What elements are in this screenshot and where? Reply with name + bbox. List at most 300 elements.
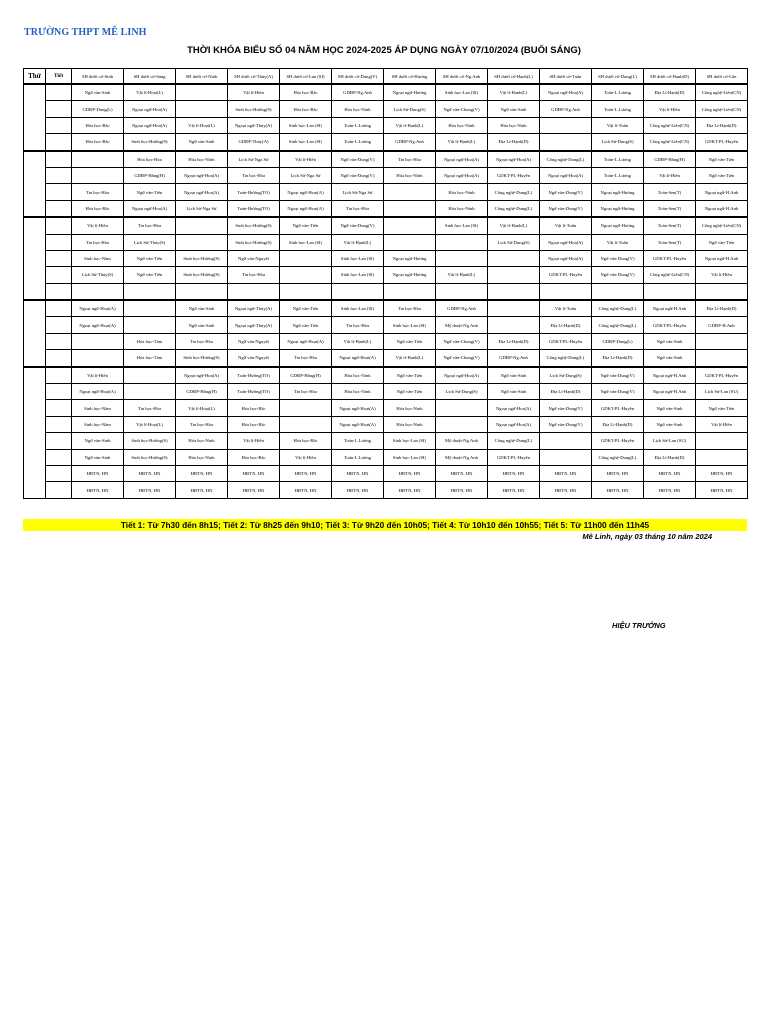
lesson-cell: Hóa học-Ninh <box>436 200 488 217</box>
period-cell <box>46 234 72 250</box>
lesson-cell: Toán-Sen(T) <box>644 184 696 200</box>
lesson-cell: Sinh học-Hường(S) <box>228 101 280 117</box>
lesson-cell: HĐTN, HN <box>124 465 176 481</box>
lesson-cell: HĐTN, HN <box>488 465 540 481</box>
lesson-cell: Sinh học-Lan (SI) <box>332 267 384 283</box>
lesson-cell <box>72 151 124 168</box>
timetable-row <box>24 151 748 168</box>
lesson-cell: Ngữ văn-Sinh <box>644 400 696 416</box>
lesson-cell: Ngoại ngữ-Hoạt(A) <box>280 333 332 349</box>
lesson-cell: Địa Lí-Hạnh(D) <box>696 117 748 133</box>
lesson-cell: Toán-L.Lương <box>332 433 384 449</box>
lesson-cell: Ngữ văn-Sinh <box>176 317 228 333</box>
lesson-cell: Hóa học-Tâm <box>124 333 176 349</box>
lesson-cell: Toán-L.Lương <box>332 134 384 151</box>
lesson-cell: Vật lí-Tuấn <box>540 217 592 234</box>
lesson-cell: Ngoại ngữ-Hoa(A) <box>176 167 228 183</box>
lesson-cell: Ngoại ngữ-Hoạt(A) <box>332 416 384 432</box>
lesson-cell <box>280 267 332 283</box>
period-cell <box>46 200 72 217</box>
lesson-cell: Tin học-Hòa <box>280 384 332 400</box>
lesson-cell: GDĐP-Hằng(H) <box>176 384 228 400</box>
lesson-cell: Vật lí-Hoạt(L) <box>176 117 228 133</box>
lesson-cell: HĐTN, HN <box>384 465 436 481</box>
lesson-cell: Ngữ văn-Tiến <box>696 400 748 416</box>
lesson-cell: Vật lí-Hiền <box>644 101 696 117</box>
lesson-cell: Sinh học-Hường(S) <box>124 449 176 465</box>
lesson-cell: GDKT-PL-Huyền <box>696 134 748 151</box>
lesson-cell: Sinh học-Hường(S) <box>124 134 176 151</box>
lesson-cell: Ngữ văn-Sinh <box>176 134 228 151</box>
lesson-cell: Công nghệ-Liên(CN) <box>644 117 696 133</box>
lesson-cell: Lịch Sử-Nga Sử <box>280 167 332 183</box>
timetable-row <box>24 184 748 200</box>
lesson-cell: Vật lí-Hiền <box>72 217 124 234</box>
period-times-banner: Tiết 1: Từ 7h30 đến 8h15; Tiết 2: Từ 8h25 đến 9h10; Tiết 3: Từ 9h20 đến 10h05; Tiết 4: Từ 10h10 đến 10h55; Tiết 5: Từ 11h00 đến 11h45 <box>23 519 747 531</box>
timetable-row <box>24 433 748 449</box>
lesson-cell: Toán-L.Lương <box>592 84 644 101</box>
lesson-cell <box>332 283 384 300</box>
lesson-cell <box>540 134 592 151</box>
lesson-cell <box>436 234 488 250</box>
lesson-cell: Ngữ văn-Tiến <box>696 167 748 183</box>
period-cell <box>46 84 72 101</box>
lesson-cell: Ngoại ngữ-Hoa(A) <box>488 400 540 416</box>
day-cell <box>24 84 46 151</box>
lesson-cell <box>72 350 124 367</box>
period-cell <box>46 300 72 317</box>
lesson-cell: GDĐP-Ng.Anh <box>384 134 436 151</box>
lesson-cell: Địa Lí-Hạnh(D) <box>540 384 592 400</box>
period-cell <box>46 101 72 117</box>
lesson-cell: Sinh học-Năm <box>72 416 124 432</box>
lesson-cell: Sinh học-Lan (SI) <box>332 300 384 317</box>
lesson-cell: Ngữ văn-Dung(V) <box>540 184 592 200</box>
lesson-cell: Ngữ văn-Sinh <box>72 84 124 101</box>
lesson-cell <box>436 400 488 416</box>
lesson-cell: HĐTN, HN <box>540 482 592 498</box>
lesson-cell: Toán-L.Lương <box>592 101 644 117</box>
lesson-cell: Ngoại ngữ-Hoa(A) <box>124 117 176 133</box>
lesson-cell <box>124 367 176 384</box>
lesson-cell: Sinh học-Hường(S) <box>176 250 228 266</box>
lesson-cell: Hóa học-Bắc <box>228 416 280 432</box>
lesson-cell: Ngoại ngữ-Hương <box>592 217 644 234</box>
timetable-grid <box>23 68 748 499</box>
lesson-cell <box>592 283 644 300</box>
lesson-cell: Địa Lí-Hạnh(D) <box>696 300 748 317</box>
period-cell <box>46 317 72 333</box>
lesson-cell: Lịch Sử-Dung(S) <box>384 101 436 117</box>
lesson-cell: Hóa học-Ninh <box>384 400 436 416</box>
lesson-cell: Công nghệ-Dung(L) <box>488 200 540 217</box>
lesson-cell: HĐTN, HN <box>228 482 280 498</box>
timetable-row <box>24 84 748 101</box>
lesson-cell: Hóa học-Ninh <box>332 101 384 117</box>
lesson-cell: Công nghệ-Liên(CN) <box>644 267 696 283</box>
lesson-cell: Hóa học-Bắc <box>228 449 280 465</box>
lesson-cell: Công nghệ-Dung(L) <box>592 300 644 317</box>
lesson-cell: Địa Lí-Hạnh(D) <box>488 333 540 349</box>
lesson-cell: Ngữ văn-Tiến <box>124 184 176 200</box>
lesson-cell: HĐTN, HN <box>124 482 176 498</box>
period-cell <box>46 333 72 349</box>
lesson-cell: Ngoại ngữ-Hương <box>592 200 644 217</box>
lesson-cell: Địa Lí-Hạnh(D) <box>592 350 644 367</box>
lesson-cell: Ngữ văn-Dung(V) <box>540 200 592 217</box>
lesson-cell: Ngoại ngữ-Hoạt(A) <box>280 200 332 217</box>
lesson-cell: Vật lí-Hiền <box>696 416 748 432</box>
lesson-cell <box>280 400 332 416</box>
lesson-cell: Vật lí-Tuấn <box>540 300 592 317</box>
lesson-cell: Lịch Sử-Lan (SU) <box>644 433 696 449</box>
lesson-cell <box>488 250 540 266</box>
lesson-cell: Ngoại ngữ-H.Anh <box>644 367 696 384</box>
lesson-cell: GDĐP-Hằng(H) <box>644 151 696 168</box>
header-row <box>24 69 748 85</box>
lesson-cell: Ngoại ngữ-Hoạt(A) <box>280 184 332 200</box>
timetable-row <box>24 400 748 416</box>
lesson-cell <box>488 267 540 283</box>
period-cell <box>46 117 72 133</box>
lesson-cell: Ngoại ngữ-Hương <box>384 267 436 283</box>
timetable-row <box>24 250 748 266</box>
lesson-cell: GDĐP-Ng.Anh <box>332 84 384 101</box>
timetable-row <box>24 217 748 234</box>
lesson-cell: GDĐP-Thủy(A) <box>228 134 280 151</box>
lesson-cell: Ngữ văn-Dung(V) <box>332 217 384 234</box>
lesson-cell: GDKT-PL-Huyền <box>488 449 540 465</box>
timetable-row <box>24 482 748 498</box>
timetable-row <box>24 333 748 349</box>
lesson-cell <box>280 283 332 300</box>
lesson-cell: Ngoại ngữ-Hoạt(A) <box>72 317 124 333</box>
lesson-cell: Địa Lí-Hạnh(D) <box>592 416 644 432</box>
period-cell <box>46 350 72 367</box>
lesson-cell: GDĐP-H.Anh <box>696 317 748 333</box>
lesson-cell: HĐTN, HN <box>332 482 384 498</box>
class-header: SH dưới cờ-Dung(V) <box>332 69 384 85</box>
lesson-cell: Tin học-Hòa <box>228 167 280 183</box>
lesson-cell: Hóa học-Ninh <box>384 416 436 432</box>
lesson-cell: HĐTN, HN <box>696 465 748 481</box>
lesson-cell: GDKT-PL-Huyền <box>488 167 540 183</box>
timetable-row <box>24 283 748 300</box>
lesson-cell: Sinh học-Lan (SI) <box>332 250 384 266</box>
class-header: SH dưới cờ-Ninh <box>176 69 228 85</box>
lesson-cell: Ngoại ngữ-Hương <box>384 250 436 266</box>
lesson-cell <box>384 234 436 250</box>
lesson-cell: Ngữ văn-Tiến <box>280 317 332 333</box>
lesson-cell <box>228 283 280 300</box>
lesson-cell: Sinh học-Hường(S) <box>228 234 280 250</box>
lesson-cell: Ngữ văn-Tiến <box>124 267 176 283</box>
lesson-cell: Ngoại ngữ-H.Anh <box>696 250 748 266</box>
lesson-cell <box>124 283 176 300</box>
lesson-cell: Ngoại ngữ-Hoa(A) <box>436 367 488 384</box>
lesson-cell: Ngoại ngữ-Hoa(A) <box>540 234 592 250</box>
lesson-cell: Sinh học-Hường(S) <box>124 433 176 449</box>
lesson-cell: Ngoại ngữ-H.Anh <box>696 184 748 200</box>
lesson-cell <box>280 416 332 432</box>
lesson-cell: HĐTN, HN <box>540 465 592 481</box>
lesson-cell: Địa Lí-Hạnh(D) <box>488 134 540 151</box>
timetable-row <box>24 300 748 317</box>
period-cell <box>46 267 72 283</box>
lesson-cell: Tin học-Hòa <box>176 333 228 349</box>
lesson-cell: GDĐP-Ng.Anh <box>540 101 592 117</box>
lesson-cell: Địa Lí-Hạnh(D) <box>644 449 696 465</box>
lesson-cell: Vật lí-Tuấn <box>592 234 644 250</box>
signature-title: HIỆU TRƯỞNG <box>612 621 666 630</box>
period-cell <box>46 184 72 200</box>
lesson-cell: Ngoại ngữ-Thủy(A) <box>228 117 280 133</box>
class-header: SH dưới cờ-Thủy(A) <box>228 69 280 85</box>
lesson-cell: Lịch Sử-Dung(S) <box>488 234 540 250</box>
lesson-cell: Ngữ văn-Sinh <box>72 433 124 449</box>
lesson-cell: Vật lí-Hiền <box>72 367 124 384</box>
lesson-cell <box>384 184 436 200</box>
lesson-cell: Ngữ văn-Sinh <box>644 416 696 432</box>
lesson-cell: Vật lí-Hạnh(L) <box>332 333 384 349</box>
lesson-cell: Vật lí-Hạnh(L) <box>436 267 488 283</box>
lesson-cell: HĐTN, HN <box>384 482 436 498</box>
lesson-cell: Ngoại ngữ-Hương <box>592 184 644 200</box>
lesson-cell: Ngữ văn-Dung(V) <box>540 416 592 432</box>
lesson-cell: Hóa học-Ninh <box>332 367 384 384</box>
lesson-cell: Mỹ thuật-Ng.Anh <box>436 449 488 465</box>
lesson-cell: Ngữ văn-Sinh <box>644 350 696 367</box>
timetable-row <box>24 416 748 432</box>
lesson-cell: Toán-Sen(T) <box>644 234 696 250</box>
lesson-cell: Công nghệ-Liên(CN) <box>696 84 748 101</box>
lesson-cell <box>72 333 124 349</box>
lesson-cell: GDĐP-Ng.Anh <box>488 350 540 367</box>
lesson-cell: Vật lí-Hiền <box>644 167 696 183</box>
lesson-cell: Ngoại ngữ-Hoa(A) <box>176 184 228 200</box>
lesson-cell: Toán-L.Lương <box>592 167 644 183</box>
lesson-cell: HĐTN, HN <box>72 482 124 498</box>
lesson-cell: Tin học-Hòa <box>72 234 124 250</box>
timetable-row <box>24 267 748 283</box>
lesson-cell: Ngữ văn-Chung(V) <box>436 333 488 349</box>
lesson-cell: Ngữ văn-Dung(V) <box>592 384 644 400</box>
lesson-cell <box>72 167 124 183</box>
lesson-cell: Toán-Hường(TO) <box>228 184 280 200</box>
school-name: TRƯỜNG THPT MÊ LINH <box>24 27 147 38</box>
lesson-cell: HĐTN, HN <box>592 482 644 498</box>
lesson-cell: Hóa học-Ninh <box>176 449 228 465</box>
lesson-cell <box>696 433 748 449</box>
lesson-cell: Lịch Sử-Nga Sử <box>332 184 384 200</box>
lesson-cell: HĐTN, HN <box>436 482 488 498</box>
class-header: SH dưới cờ-Hạnh(L) <box>488 69 540 85</box>
lesson-cell: Vật lí-Hạnh(L) <box>436 134 488 151</box>
lesson-cell: Ngoại ngữ-Hoa(A) <box>176 367 228 384</box>
lesson-cell: Tin học-Hòa <box>384 300 436 317</box>
lesson-cell: Lịch Sử-Dung(S) <box>592 134 644 151</box>
lesson-cell: Ngữ văn-Tiến <box>696 234 748 250</box>
lesson-cell: GDKT-PL-Huyền <box>696 367 748 384</box>
lesson-cell: HĐTN, HN <box>436 465 488 481</box>
lesson-cell: Ngữ văn-Sinh <box>488 367 540 384</box>
period-cell <box>46 400 72 416</box>
timetable-row <box>24 367 748 384</box>
lesson-cell <box>488 317 540 333</box>
lesson-cell: Toán-L.Lương <box>592 151 644 168</box>
lesson-cell: Sinh học-Lan (SI) <box>384 449 436 465</box>
lesson-cell: Ngữ văn-Dung(V) <box>332 167 384 183</box>
timetable-row <box>24 350 748 367</box>
lesson-cell: GDĐP-Hằng(H) <box>124 167 176 183</box>
day-cell <box>24 367 46 499</box>
lesson-cell: Ngữ văn-Tiến <box>280 300 332 317</box>
lesson-cell: Công nghệ-Dung(L) <box>540 151 592 168</box>
lesson-cell: Ngữ văn-Tiến <box>384 333 436 349</box>
lesson-cell: Tin học-Hòa <box>332 200 384 217</box>
lesson-cell: Địa Lí-Hạnh(D) <box>540 317 592 333</box>
lesson-cell: Vật lí-Hiền <box>228 433 280 449</box>
lesson-cell: Ngoại ngữ-Hoa(A) <box>540 250 592 266</box>
lesson-cell: GDĐP-Dung(L) <box>72 101 124 117</box>
lesson-cell: Vật lí-Hạnh(L) <box>332 234 384 250</box>
lesson-cell <box>176 283 228 300</box>
period-cell <box>46 167 72 183</box>
timetable-title: THỜI KHÓA BIỂU SỐ 04 NĂM HỌC 2024-2025 ÁP DỤNG NGÀY 07/10/2024 (BUỔI SÁNG) <box>187 45 581 56</box>
period-cell <box>46 449 72 465</box>
lesson-cell: HĐTN, HN <box>176 482 228 498</box>
lesson-cell: HĐTN, HN <box>592 465 644 481</box>
lesson-cell: Tin học-Hòa <box>124 217 176 234</box>
lesson-cell: Ngoại ngữ-Hoa(A) <box>124 101 176 117</box>
lesson-cell: Tin học-Hòa <box>228 267 280 283</box>
lesson-cell <box>124 317 176 333</box>
lesson-cell: HĐTN, HN <box>696 482 748 498</box>
lesson-cell: Ngữ văn-Chung(V) <box>436 350 488 367</box>
lesson-cell: Ngoại ngữ-Hoa(A) <box>436 151 488 168</box>
lesson-cell: GDKT-PL-Huyền <box>644 250 696 266</box>
lesson-cell: Toán-Hường(TO) <box>228 384 280 400</box>
lesson-cell: Ngoại ngữ-H.Anh <box>696 200 748 217</box>
lesson-cell: Hóa học-Ninh <box>332 384 384 400</box>
lesson-cell: Toán-Sen(T) <box>644 217 696 234</box>
timetable-row <box>24 384 748 400</box>
lesson-cell: Ngoại ngữ-H.Anh <box>644 384 696 400</box>
lesson-cell: Toán-Hường(TO) <box>228 367 280 384</box>
lesson-cell: Ngữ văn-Dung(V) <box>540 400 592 416</box>
lesson-cell <box>696 283 748 300</box>
day-cell <box>24 217 46 300</box>
lesson-cell: Ngữ văn-Tiến <box>384 384 436 400</box>
lesson-cell: Ngữ văn-Sinh <box>644 333 696 349</box>
period-cell <box>46 433 72 449</box>
lesson-cell: Ngữ văn-Tiến <box>124 250 176 266</box>
lesson-cell: Công nghệ-Dung(L) <box>592 317 644 333</box>
lesson-cell: Vật lí-Hiền <box>696 267 748 283</box>
lesson-cell: Lịch Sử-Nga Sử <box>176 200 228 217</box>
lesson-cell: GDKT-PL-Huyền <box>592 433 644 449</box>
lesson-cell: Ngoại ngữ-Hoạt(A) <box>332 350 384 367</box>
lesson-cell: Sinh học-Hường(S) <box>228 217 280 234</box>
lesson-cell: Ngoại ngữ-Hoa(A) <box>488 151 540 168</box>
lesson-cell: Ngoại ngữ-Hoạt(A) <box>72 300 124 317</box>
lesson-cell: Hóa học-Bắc <box>280 101 332 117</box>
lesson-cell <box>696 350 748 367</box>
lesson-cell: GDĐP-Hằng(H) <box>280 367 332 384</box>
lesson-cell: Ngữ văn-Dung(V) <box>592 367 644 384</box>
lesson-cell: Vật lí-Hoạt(L) <box>176 400 228 416</box>
lesson-cell: Tin học-Hòa <box>72 184 124 200</box>
lesson-cell <box>436 283 488 300</box>
lesson-cell: Sinh học-Năm <box>72 250 124 266</box>
lesson-cell: Hóa học-Hòa <box>124 151 176 168</box>
lesson-cell: Tin học-Hòa <box>124 400 176 416</box>
lesson-cell: Công nghệ-Liên(CN) <box>644 134 696 151</box>
period-cell <box>46 217 72 234</box>
lesson-cell: Sinh học-Lan (SI) <box>280 117 332 133</box>
lesson-cell <box>384 200 436 217</box>
timetable-row <box>24 200 748 217</box>
lesson-cell: Ngữ văn-Nguyệt <box>228 250 280 266</box>
class-header: SH dưới cờ-Hương <box>384 69 436 85</box>
lesson-cell: Vật lí-Hiền <box>228 84 280 101</box>
lesson-cell: Sinh học-Hường(S) <box>176 350 228 367</box>
lesson-cell <box>436 250 488 266</box>
lesson-cell: Tin học-Hòa <box>332 317 384 333</box>
period-cell <box>46 367 72 384</box>
lesson-cell: Hóa học-Bắc <box>72 134 124 151</box>
lesson-cell: Vật lí-Hoạt(L) <box>124 416 176 432</box>
lesson-cell: Tin học-Hòa <box>280 350 332 367</box>
lesson-cell: Ngoại ngữ-Hương <box>384 84 436 101</box>
class-header: SH dưới cờ-Lân <box>696 69 748 85</box>
timetable-row <box>24 134 748 151</box>
lesson-cell: Hóa học-Tâm <box>124 350 176 367</box>
lesson-cell: Ngoại ngữ-Hoa(A) <box>540 167 592 183</box>
lesson-cell: Toán-Hường(TO) <box>228 200 280 217</box>
lesson-cell: Toán-L.Lương <box>332 449 384 465</box>
lesson-cell: Sinh học-Lan (SI) <box>384 433 436 449</box>
timetable-row <box>24 101 748 117</box>
lesson-cell: HĐTN, HN <box>488 482 540 498</box>
lesson-cell <box>176 217 228 234</box>
lesson-cell: Công nghệ-Liên(CN) <box>696 101 748 117</box>
lesson-cell: Hóa học-Ninh <box>176 433 228 449</box>
period-cell <box>46 482 72 498</box>
lesson-cell: Ngữ văn-Sinh <box>176 300 228 317</box>
date-line: Mê Linh, ngày 03 tháng 10 năm 2024 <box>582 532 712 541</box>
lesson-cell: Hóa học-Ninh <box>488 117 540 133</box>
lesson-cell: Ngoại ngữ-Hoa(A) <box>124 200 176 217</box>
lesson-cell <box>176 101 228 117</box>
timetable-row <box>24 465 748 481</box>
lesson-cell: Ngoại ngữ-Thủy(A) <box>228 300 280 317</box>
lesson-cell: Toán-Sen(T) <box>644 200 696 217</box>
timetable-row <box>24 234 748 250</box>
lesson-cell: Lịch Sử-Thủy(S) <box>72 267 124 283</box>
lesson-cell: Hóa học-Ninh <box>176 151 228 168</box>
day-cell <box>24 300 46 367</box>
lesson-cell: Sinh học-Lan (SI) <box>280 134 332 151</box>
timetable-row <box>24 317 748 333</box>
lesson-cell: Ngoại ngữ-Hoa(A) <box>488 416 540 432</box>
class-header: SH dưới cờ-Hạnh(D) <box>644 69 696 85</box>
lesson-cell <box>176 84 228 101</box>
lesson-cell: Ngữ văn-Chung(V) <box>436 101 488 117</box>
class-header: SH dưới cờ-Sinh <box>72 69 124 85</box>
lesson-cell: Ngữ văn-Dung(V) <box>332 151 384 168</box>
lesson-cell: Lịch Sử-Thủy(S) <box>124 234 176 250</box>
